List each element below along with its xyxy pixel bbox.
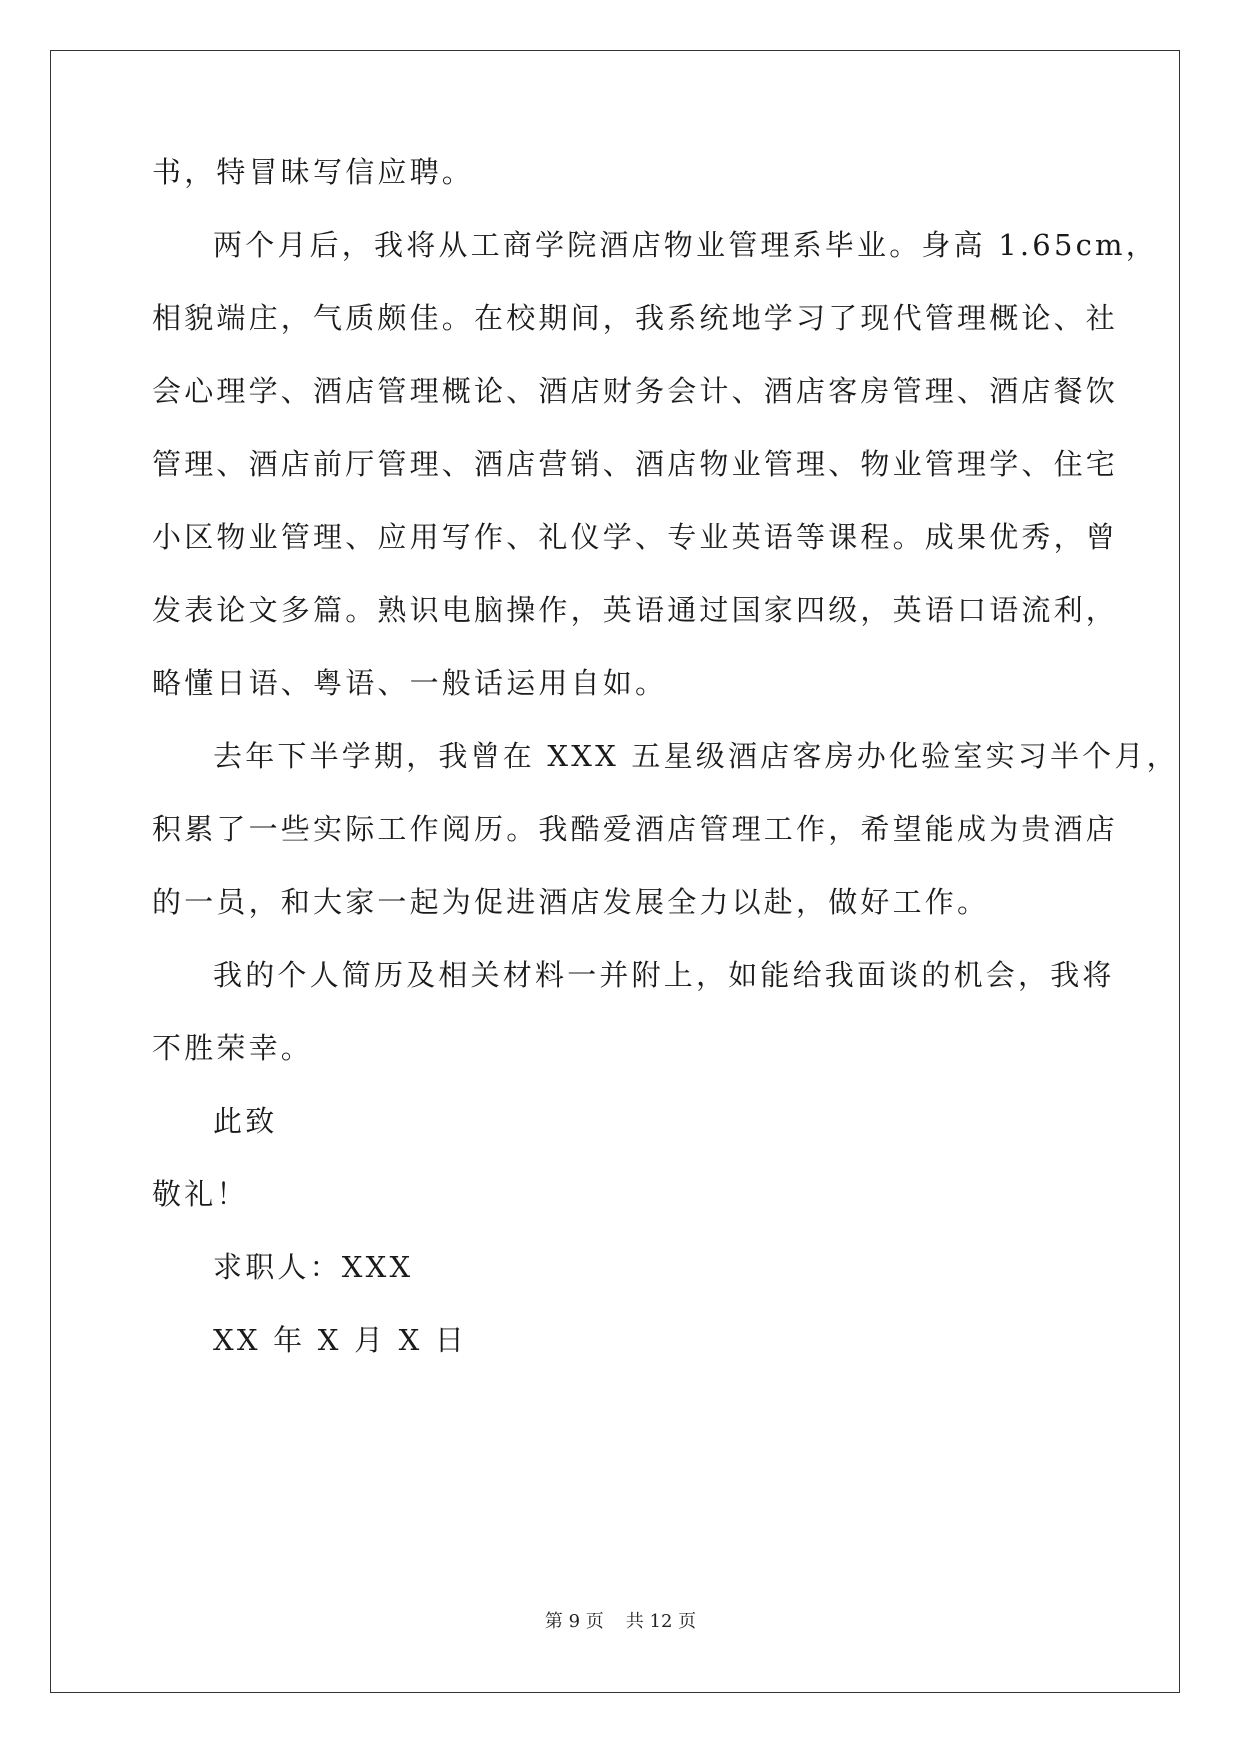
page-footer: [0, 1610, 1241, 1634]
letter-line-12: 我的个人简历及相关材料一并附上，如能给我面谈的机会，我将: [213, 958, 1115, 992]
closing-regards: 敬礼！: [152, 1177, 249, 1211]
page-total: 共 12 页: [625, 1611, 697, 1632]
letter-line-9: 去年下半学期，我曾在 XXX 五星级酒店客房办化验室实习半个月，: [213, 739, 1179, 773]
letter-line-3: 相貌端庄，气质颇佳。在校期间，我系统地学习了现代管理概论、社: [152, 301, 1119, 335]
closing-salutation: 此致: [213, 1104, 278, 1138]
letter-line-11: 的一员，和大家一起为促进酒店发展全力以赴，做好工作。: [152, 885, 990, 919]
page-number: 第 9 页: [544, 1611, 604, 1632]
letter-line-2: 两个月后，我将从工商学院酒店物业管理系毕业。身高 1.65cm，: [213, 228, 1158, 262]
applicant-signature: 求职人：XXX: [213, 1250, 414, 1284]
letter-line-10: 积累了一些实际工作阅历。我酷爱酒店管理工作，希望能成为贵酒店: [152, 812, 1119, 846]
letter-date: XX 年 X 月 X 日: [213, 1323, 468, 1357]
letter-line-8: 略懂日语、粤语、一般话运用自如。: [152, 666, 668, 700]
letter-line-1: 书，特冒昧写信应聘。: [152, 155, 475, 189]
letter-line-13: 不胜荣幸。: [152, 1031, 314, 1065]
letter-line-7: 发表论文多篇。熟识电脑操作，英语通过国家四级，英语口语流利，: [152, 593, 1119, 627]
page-border: [50, 50, 1180, 1693]
letter-line-6: 小区物业管理、应用写作、礼仪学、专业英语等课程。成果优秀，曾: [152, 520, 1119, 554]
letter-line-4: 会心理学、酒店管理概论、酒店财务会计、酒店客房管理、酒店餐饮: [152, 374, 1119, 408]
letter-line-5: 管理、酒店前厅管理、酒店营销、酒店物业管理、物业管理学、住宅: [152, 447, 1119, 481]
